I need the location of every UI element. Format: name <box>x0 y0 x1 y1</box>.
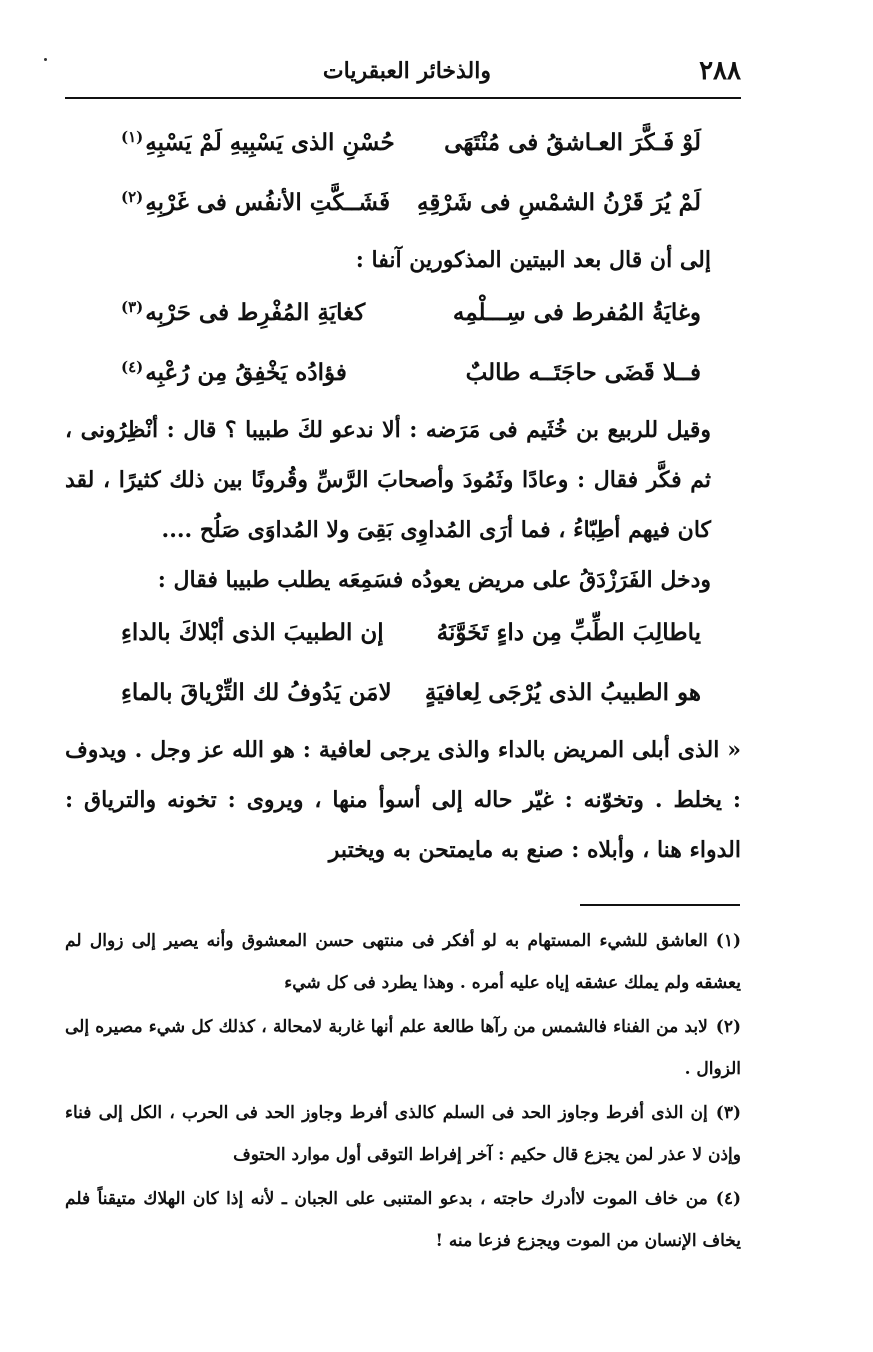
first-hemistich: وغايَةُ المُفرط فى سِـــلْمِه <box>452 299 701 326</box>
verse-line <box>101 345 701 405</box>
verse-line <box>101 175 701 235</box>
footnote-text: من خاف الموت لاأدرك حاجته ، بدعو المتنبى على الجبان ـ لأنه إذا كان الهلاك متيقناً فلم يخاف الإنسان من الموت ويجزع فزعا منه ! <box>65 1189 741 1251</box>
header-rule <box>65 97 741 99</box>
page-number: ٢٨٨ <box>699 56 741 86</box>
second-hemistich: فَشَــكَّتِ الأنفُس فى غَرْبِهِ$^{(٢)}$ <box>121 188 391 216</box>
footnote-rule <box>580 904 740 906</box>
footnote <box>65 1092 741 1176</box>
paragraph-gloss: « الذى أبلى المريض بالداء والذى يرجى لعافية : هو الله عز وجل . ويدوف : يخلط . وتخوّنه : غيّر حاله إلى أسوأ منها ، ويروى : تخونه والترياق : الدواء هنا ، وأبلاه : صنع به مايمتحن به ويختبر <box>65 737 742 863</box>
second-hemistich: حُسْنِ الذى يَسْبِيهِ لَمْ يَسْبِهِ$^{(١)}$ <box>121 128 395 156</box>
footnotes <box>65 920 741 1264</box>
second-hemistich: إن الطبيبَ الذى أبْلاكَ بالداءِ <box>121 619 384 646</box>
first-hemistich: لَمْ يُرَ قَرْنُ الشمْسِ فى شَرْقِهِ <box>416 189 701 216</box>
first-hemistich: فــلا قَضَى حاجَتَــه طالبٌ <box>465 359 701 386</box>
footnote-ref: (١) <box>121 128 144 146</box>
running-title: والذخائر العبقريات <box>322 58 491 84</box>
paragraph-farazdaq: ودخل الفَرَزْدَقُ على مريض يعودُه فسَمِعَه يطلب طبيبا فقال : <box>157 567 711 593</box>
footnote-ref: (٢) <box>121 188 144 206</box>
second-hemistich: كغايَةِ المُفْرِط فى حَرْبِه$^{(٣)}$ <box>121 298 366 326</box>
intro-line: إلى أن قال بعد البيتين المذكورين آنفا : <box>355 247 711 273</box>
footnote <box>65 920 741 1004</box>
running-header <box>65 52 741 98</box>
body-text <box>65 115 741 875</box>
ink-speck <box>44 58 47 61</box>
second-hemistich: فؤادُه يَخْفِقُ مِن رُعْبِه$^{(٤)}$ <box>121 358 347 386</box>
first-hemistich: ياطالِبَ الطِّبِّ مِن داءٍ تَخَوَّنَهُ <box>436 619 701 646</box>
footnote <box>65 1178 741 1262</box>
verse-line <box>101 605 701 665</box>
footnote-number: (١) <box>715 931 741 951</box>
verse-line <box>101 115 701 175</box>
footnote-ref: (٤) <box>121 358 144 376</box>
footnote-number: (٣) <box>715 1103 741 1123</box>
footnote-text: لابد من الفناء فالشمس من رآها طالعة علم أنها غاربة لامحالة ، كذلك كل شيء مصيره إلى الزوال . <box>65 1017 741 1079</box>
footnote <box>65 1006 741 1090</box>
footnote-text: العاشق للشيء المستهام به لو أفكر فى منتهى حسن المعشوق وأنه يصير إلى زوال لم يعشقه ولم يملك عشقه إياه عليه أمره . وهذا يطرد فى كل شيء <box>65 931 741 993</box>
verse-line <box>101 285 701 345</box>
footnote-ref: (٣) <box>121 298 144 316</box>
verse-line <box>101 665 701 725</box>
paragraph-rabi: وقيل للربيع بن خُثَيم فى مَرَضه : ألا ندعو لكَ طبيبا ؟ قال : أنْظِرُونى ، ثم فكَّر فقال : وعادًا وثَمُودَ وأصحابَ الرَّسِّ وقُرونًا بين ذلك كثيرًا ، لقد كان فيهم أطِبّاءُ ، فما أرَى المُداوِى بَقِىَ ولا المُداوَى صَلُح .... <box>65 417 711 543</box>
first-hemistich: هو الطبيبُ الذى يُرْجَى لِعافيَةٍ <box>424 679 701 706</box>
footnote-number: (٢) <box>715 1017 741 1037</box>
footnote-text: إن الذى أفرط وجاوز الحد فى السلم كالذى أفرط وجاوز الحد فى الحرب ، الكل إلى فناء وإذن لا عذر لمن يجزع قال حكيم : آخر إفراط التوقى أول موارد الحتوف <box>65 1103 741 1165</box>
second-hemistich: لامَن يَدُوفُ لك التِّرْياقَ بالماءِ <box>121 679 392 706</box>
footnote-number: (٤) <box>715 1189 741 1209</box>
first-hemistich: لَوْ فَـكَّرَ العـاشقُ فى مُنْتَهَى <box>444 129 701 156</box>
